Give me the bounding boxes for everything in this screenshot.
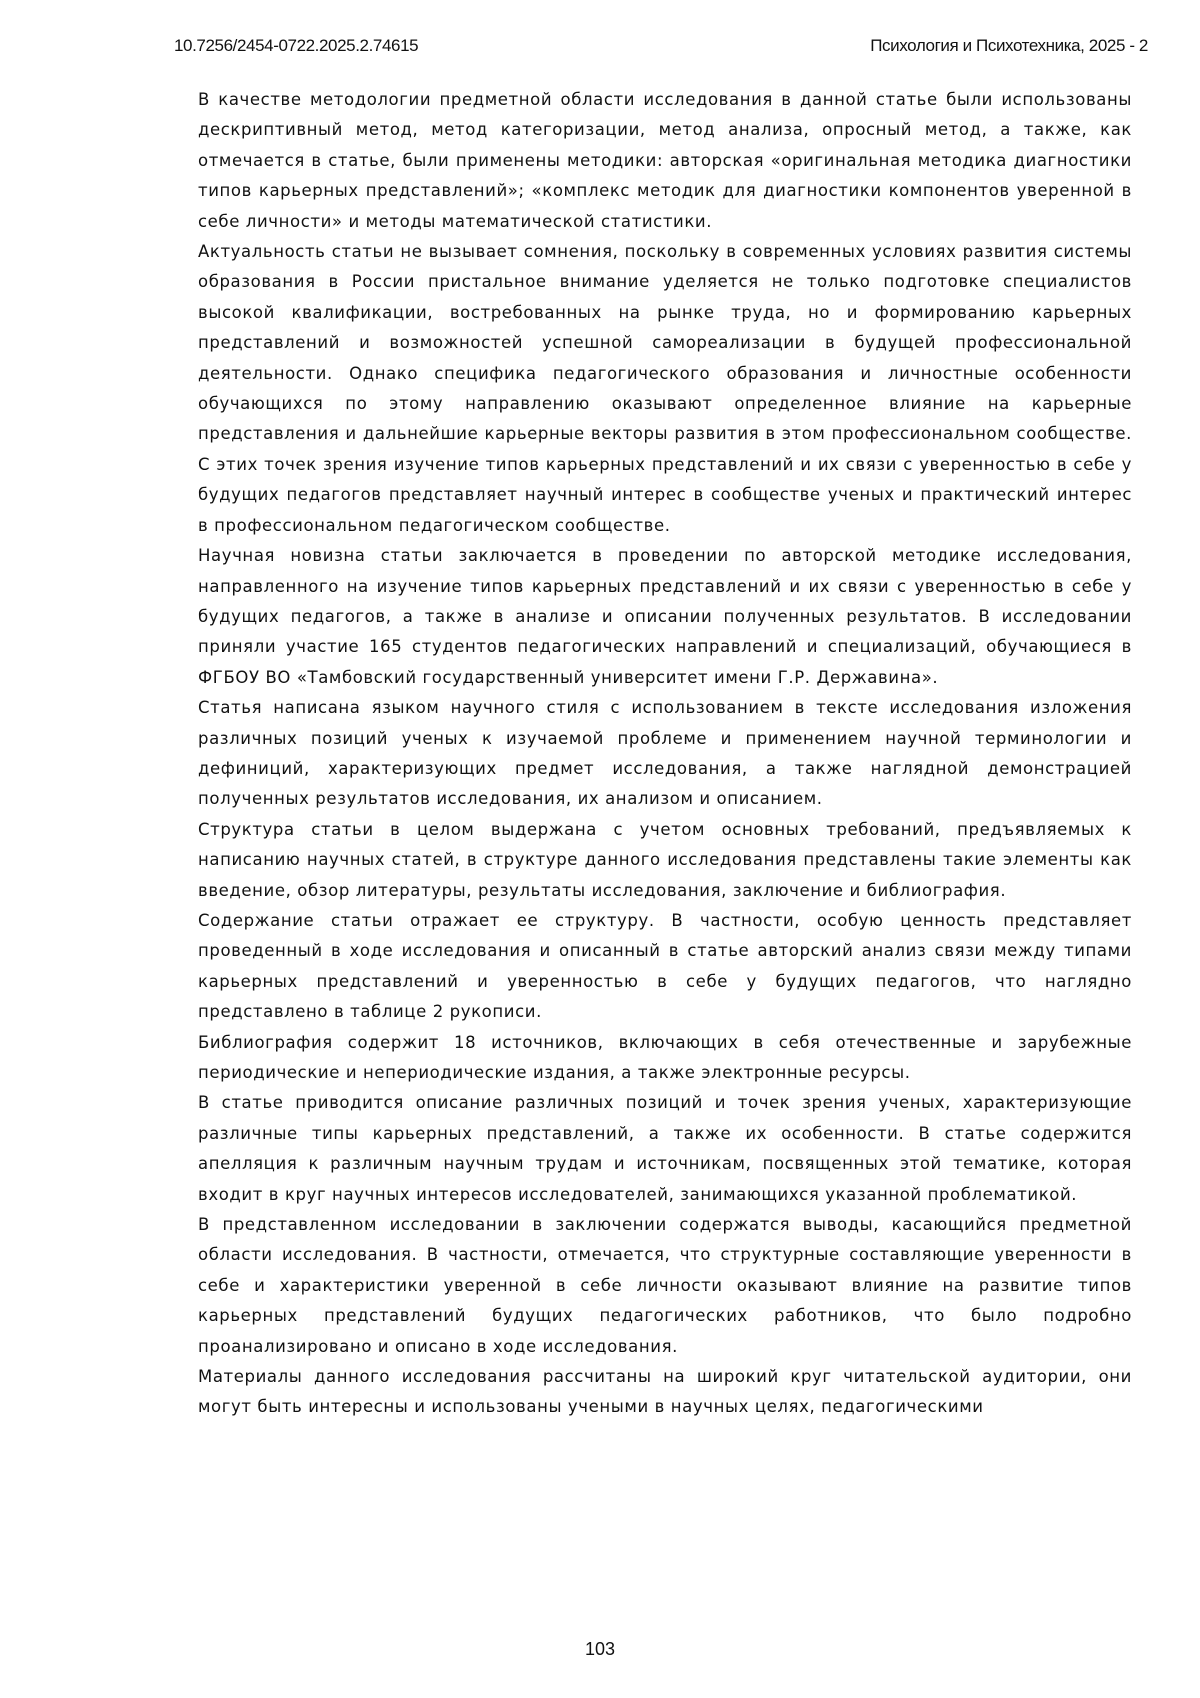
- paragraph-bibliography: Библиография содержит 18 источников, включающих в себя отечественные и зарубежные периодические и непериодические издания, а также электронные ресурсы.: [198, 1028, 1132, 1089]
- page-header: [174, 36, 1148, 60]
- paragraph-structure: Структура статьи в целом выдержана с учетом основных требований, предъявляемых к написанию научных статей, в структуре данного исследования представлены такие элементы как введение, обзор литературы, результаты исследования, заключение и библиография.: [198, 815, 1132, 906]
- paragraph-audience: Материалы данного исследования рассчитаны на широкий круг читательской аудитории, они могут быть интересны и использованы учеными в научных целях, педагогическими: [198, 1362, 1132, 1423]
- article-body: [198, 85, 1132, 1423]
- paragraph-positions: В статье приводится описание различных позиций и точек зрения ученых, характеризующие различные типы карьерных представлений, а также их особенности. В статье содержится апелляция к различным научным трудам и источникам, посвященных этой тематике, которая входит в круг научных интересов исследователей, занимающихся указанной проблематикой.: [198, 1088, 1132, 1210]
- journal-title: Психология и Психотехника, 2025 - 2: [870, 36, 1148, 56]
- paragraph-conclusions: В представленном исследовании в заключении содержатся выводы, касающийся предметной области исследования. В частности, отмечается, что структурные составляющие уверенности в себе и характеристики уверенной в себе личности оказывают влияние на развитие типов карьерных представлений будущих педагогических работников, что было подробно проанализировано и описано в ходе исследования.: [198, 1210, 1132, 1362]
- paragraph-novelty: Научная новизна статьи заключается в проведении по авторской методике исследования, направленного на изучение типов карьерных представлений и их связи с уверенностью в себе у будущих педагогов, а также в анализе и описании полученных результатов. В исследовании приняли участие 165 студентов педагогических направлений и специализаций, обучающиеся в ФГБОУ ВО «Тамбовский государственный университет имени Г.Р. Державина».: [198, 541, 1132, 693]
- paragraph-methodology: В качестве методологии предметной области исследования в данной статье были использованы дескриптивный метод, метод категоризации, метод анализа, опросный метод, а также, как отмечается в статье, были применены методики: авторская «оригинальная методика диагностики типов карьерных представлений»; «комплекс методик для диагностики компонентов уверенной в себе личности» и методы математической статистики.: [198, 85, 1132, 237]
- doi-label: 10.7256/2454-0722.2025.2.74615: [174, 36, 418, 56]
- paragraph-style: Статья написана языком научного стиля с использованием в тексте исследования изложения различных позиций ученых к изучаемой проблеме и применением научной терминологии и дефиниций, характеризующих предмет исследования, а также наглядной демонстрацией полученных результатов исследования, их анализом и описанием.: [198, 693, 1132, 815]
- paragraph-content: Содержание статьи отражает ее структуру. В частности, особую ценность представляет проведенный в ходе исследования и описанный в статье авторский анализ связи между типами карьерных представлений и уверенностью в себе у будущих педагогов, что наглядно представлено в таблице 2 рукописи.: [198, 906, 1132, 1028]
- paragraph-relevance: Актуальность статьи не вызывает сомнения, поскольку в современных условиях развития системы образования в России пристальное внимание уделяется не только подготовке специалистов высокой квалификации, востребованных на рынке труда, но и формированию карьерных представлений и возможностей успешной самореализации в будущей профессиональной деятельности. Однако специфика педагогического образования и личностные особенности обучающихся по этому направлению оказывают определенное влияние на карьерные представления и дальнейшие карьерные векторы развития в этом профессиональном сообществе. С этих точек зрения изучение типов карьерных представлений и их связи с уверенностью в себе у будущих педагогов представляет научный интерес в сообществе ученых и практический интерес в профессиональном педагогическом сообществе.: [198, 237, 1132, 541]
- page-number: 103: [0, 1639, 1200, 1660]
